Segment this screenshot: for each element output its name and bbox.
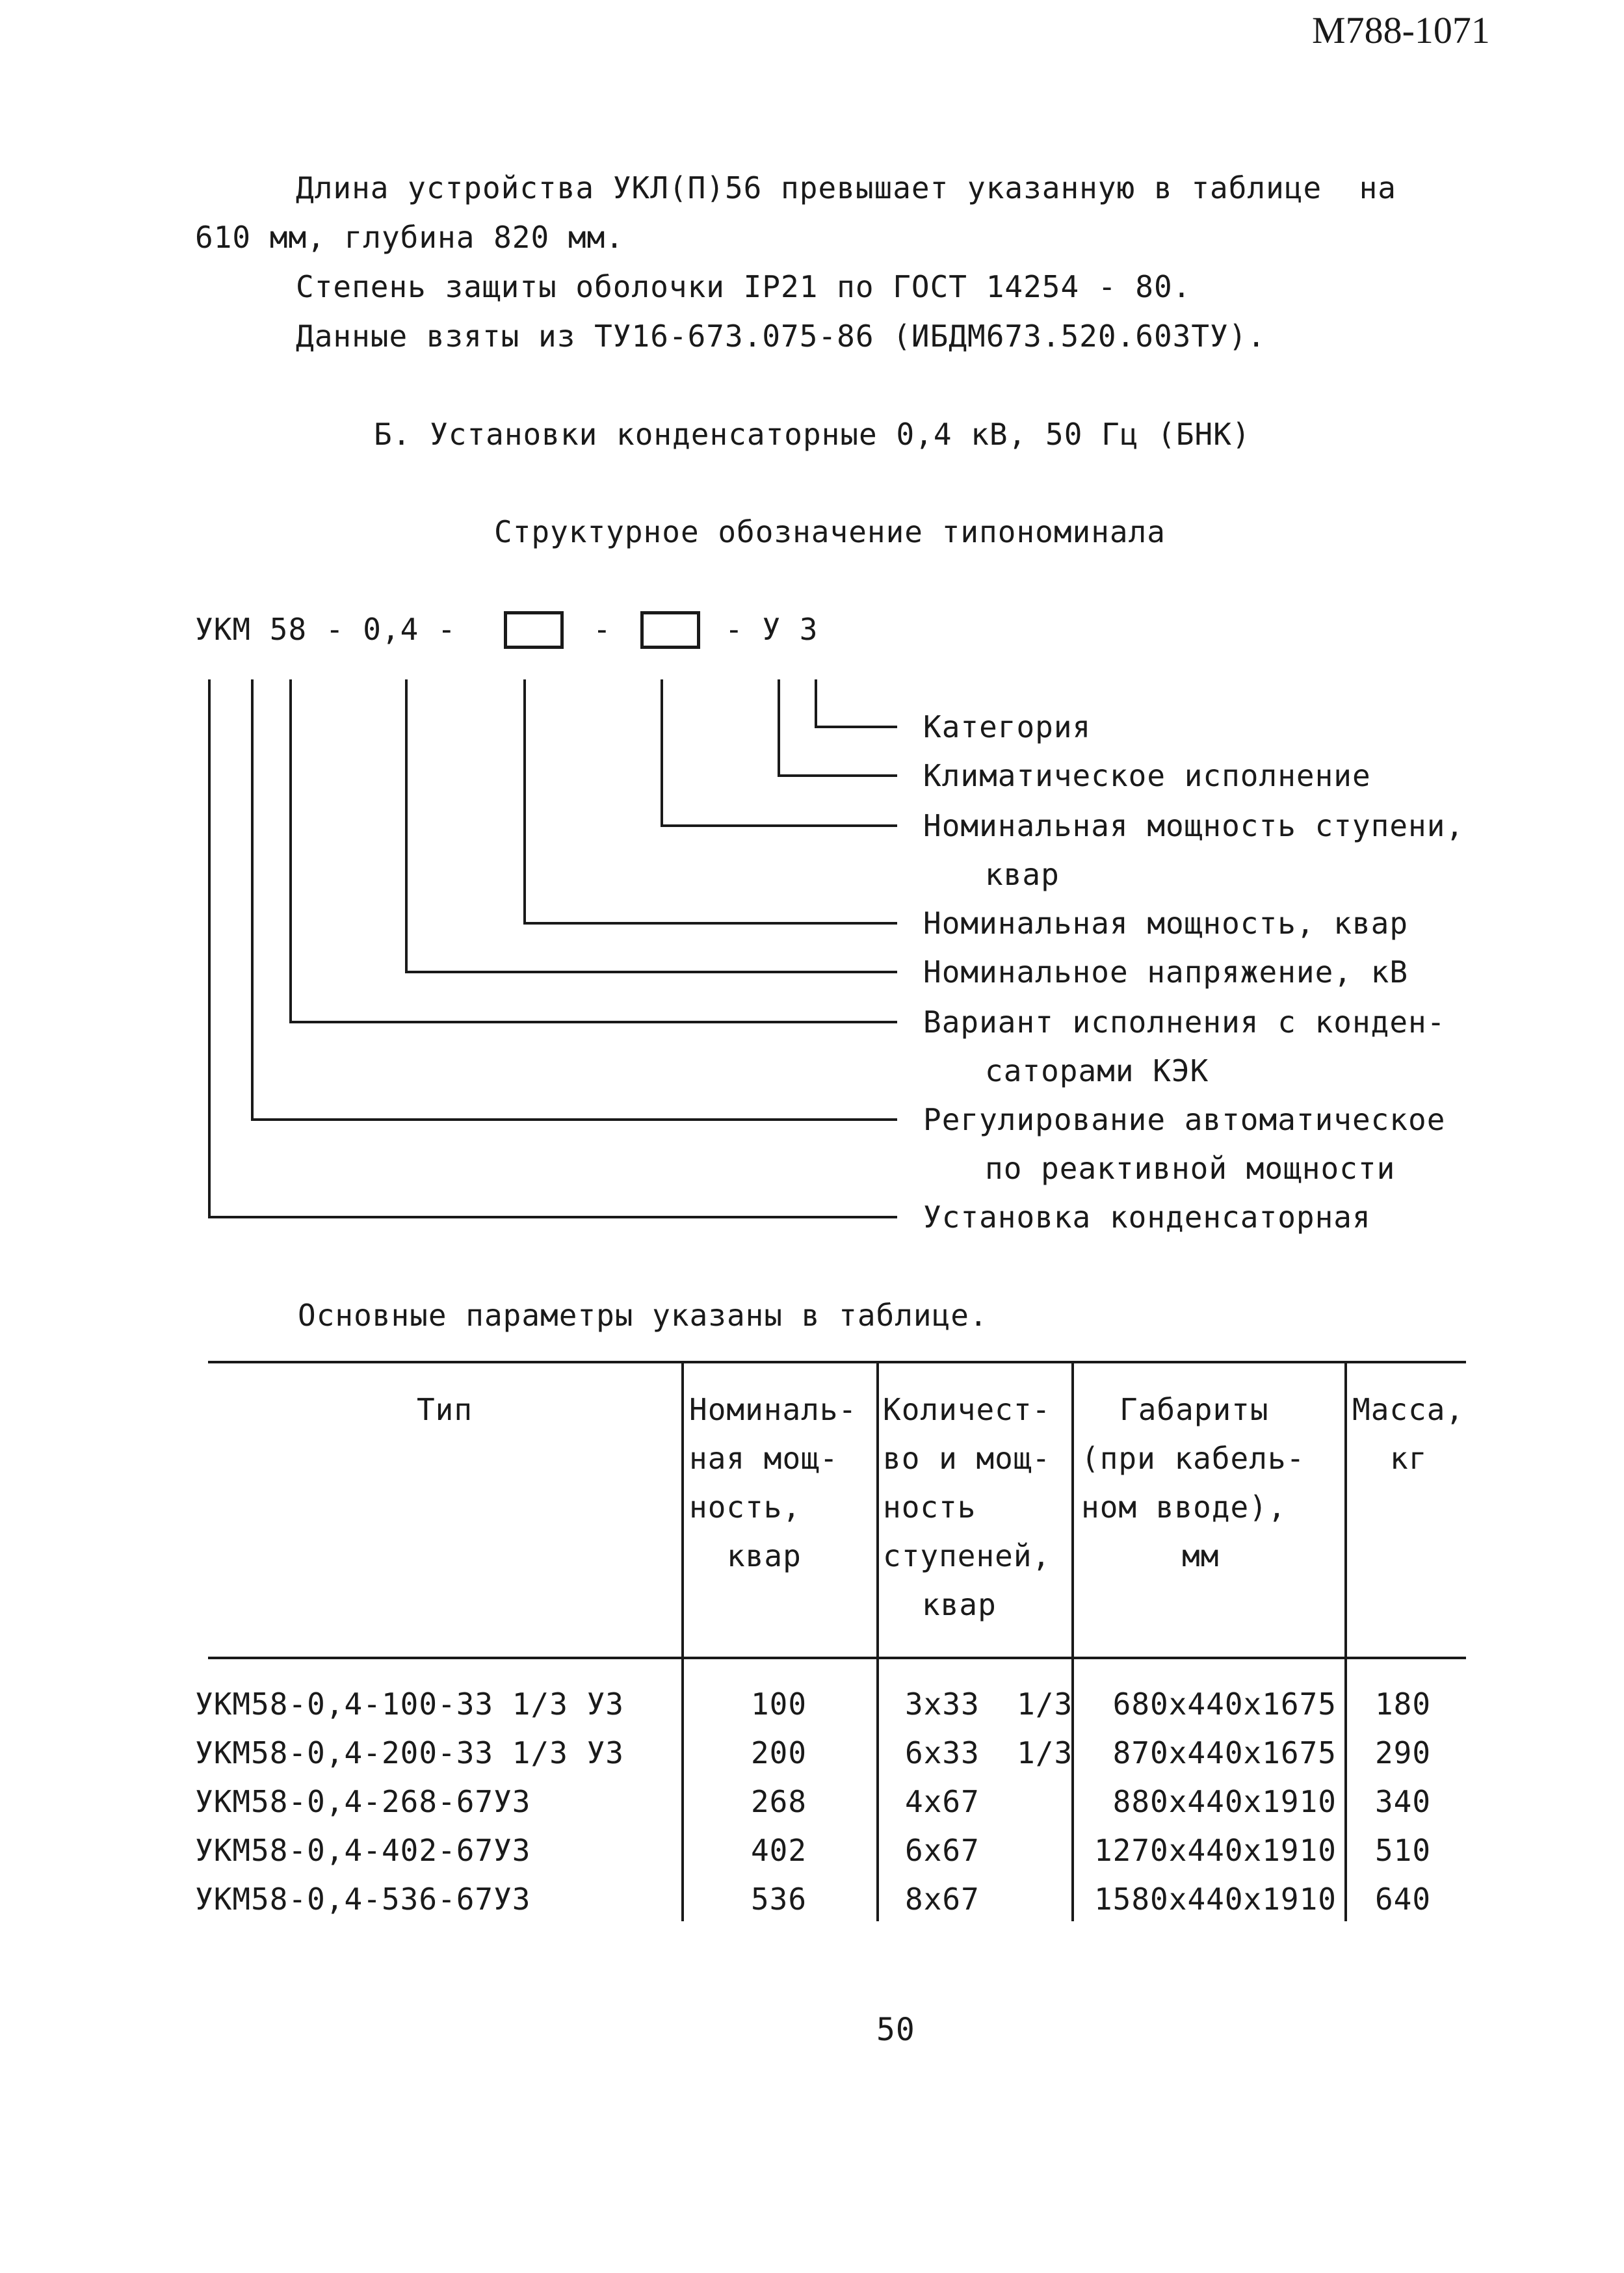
header-type: Тип: [416, 1392, 473, 1427]
header-power-line-1: Номиналь-: [689, 1392, 858, 1427]
cell-steps: 3х33 1/3: [905, 1687, 1073, 1722]
cell-type: УКМ58-0,4-402-67У3: [195, 1833, 531, 1868]
header-mass-line-1: Масса,: [1352, 1392, 1465, 1427]
leader-nominal-power: [525, 679, 897, 923]
header-power-line-3: ность,: [689, 1490, 802, 1525]
cell-power: 268: [750, 1784, 807, 1819]
leader-category: [816, 679, 897, 727]
cell-dims: 680х440х1675: [1112, 1687, 1337, 1722]
cell-steps: 8х67: [905, 1882, 980, 1917]
cell-mass: 510: [1374, 1833, 1432, 1868]
cell-type: УКМ58-0,4-268-67У3: [195, 1784, 531, 1819]
intro-line-4: Данные взяты из ТУ16-673.075-86 (ИБДМ673.520.603ТУ).: [296, 319, 1266, 354]
header-mass-line-2: кг: [1390, 1441, 1428, 1476]
cell-power: 536: [750, 1882, 807, 1917]
label-nominal-power: Номинальная мощность, квар: [923, 906, 1409, 941]
header-power-line-4: квар: [727, 1538, 802, 1573]
label-regulation-2: по реактивной мощности: [985, 1151, 1396, 1186]
header-steps-line-5: квар: [922, 1587, 997, 1622]
leader-installation: [209, 679, 897, 1217]
label-regulation-1: Регулирование автоматическое: [923, 1102, 1446, 1137]
intro-line-1: Длина устройства УКЛ(П)56 превышает указанную в таблице на: [296, 170, 1396, 205]
scheme-formula-prefix: УКМ 58 - 0,4 -: [195, 612, 456, 647]
cell-dims: 1270х440х1910: [1094, 1833, 1337, 1868]
cell-type: УКМ58-0,4-100-33 1/3 У3: [195, 1687, 624, 1722]
cell-power: 100: [750, 1687, 807, 1722]
label-step-power-2: квар: [985, 857, 1060, 892]
label-installation: Установка конденсаторная: [923, 1200, 1371, 1235]
table-col-divider-2: [876, 1361, 879, 1921]
scheme-title: Структурное обозначение типономинала: [494, 514, 1166, 549]
leader-regulation: [252, 679, 897, 1120]
intro-line-2: 610 мм, глубина 820 мм.: [195, 220, 624, 255]
cell-mass: 340: [1374, 1784, 1432, 1819]
cell-dims: 880х440х1910: [1112, 1784, 1337, 1819]
label-variant-1: Вариант исполнения с конден-: [923, 1005, 1446, 1040]
cell-type: УКМ58-0,4-200-33 1/3 У3: [195, 1735, 624, 1770]
scheme-formula-dash: -: [593, 612, 612, 647]
header-dims-line-3: ном вводе),: [1081, 1490, 1287, 1525]
table-header-rule: [208, 1657, 1466, 1659]
intro-line-3: Степень защиты оболочки IP21 по ГОСТ 14254 - 80.: [296, 269, 1192, 304]
cell-dims: 1580х440х1910: [1094, 1882, 1337, 1917]
table-top-rule: [208, 1361, 1466, 1363]
cell-dims: 870х440х1675: [1112, 1735, 1337, 1770]
page-number: 50: [876, 2012, 915, 2048]
label-category: Категория: [923, 709, 1092, 744]
leader-variant: [291, 679, 897, 1022]
cell-type: УКМ58-0,4-536-67У3: [195, 1882, 531, 1917]
document-code: М788-1071: [1312, 9, 1490, 51]
section-title: Б. Установки конденсаторные 0,4 кВ, 50 Гц (БНК): [374, 417, 1251, 452]
cell-power: 402: [750, 1833, 807, 1868]
header-steps-line-3: ность: [883, 1490, 976, 1525]
header-dims-line-2: (при кабель-: [1081, 1441, 1305, 1476]
header-steps-line-4: ступеней,: [883, 1538, 1051, 1573]
cell-power: 200: [750, 1735, 807, 1770]
cell-mass: 640: [1374, 1882, 1432, 1917]
header-power-line-2: ная мощ-: [689, 1441, 839, 1476]
cell-steps: 6х67: [905, 1833, 980, 1868]
cell-mass: 180: [1374, 1687, 1432, 1722]
label-variant-2: саторами КЭК: [985, 1053, 1209, 1088]
scheme-formula-tail: - У 3: [725, 612, 819, 647]
header-dims-line-1: Габариты: [1120, 1392, 1269, 1427]
label-nominal-voltage: Номинальное напряжение, кВ: [923, 954, 1409, 990]
header-steps-line-2: во и мощ-: [883, 1441, 1051, 1476]
cell-mass: 290: [1374, 1735, 1432, 1770]
label-climatic: Климатическое исполнение: [923, 758, 1371, 793]
header-dims-line-4: мм: [1182, 1538, 1220, 1573]
cell-steps: 4х67: [905, 1784, 980, 1819]
cell-steps: 6х33 1/3: [905, 1735, 1073, 1770]
header-steps-line-1: Количест-: [883, 1392, 1051, 1427]
table-intro: Основные параметры указаны в таблице.: [298, 1298, 988, 1333]
label-step-power-1: Номинальная мощность ступени,: [923, 808, 1465, 843]
